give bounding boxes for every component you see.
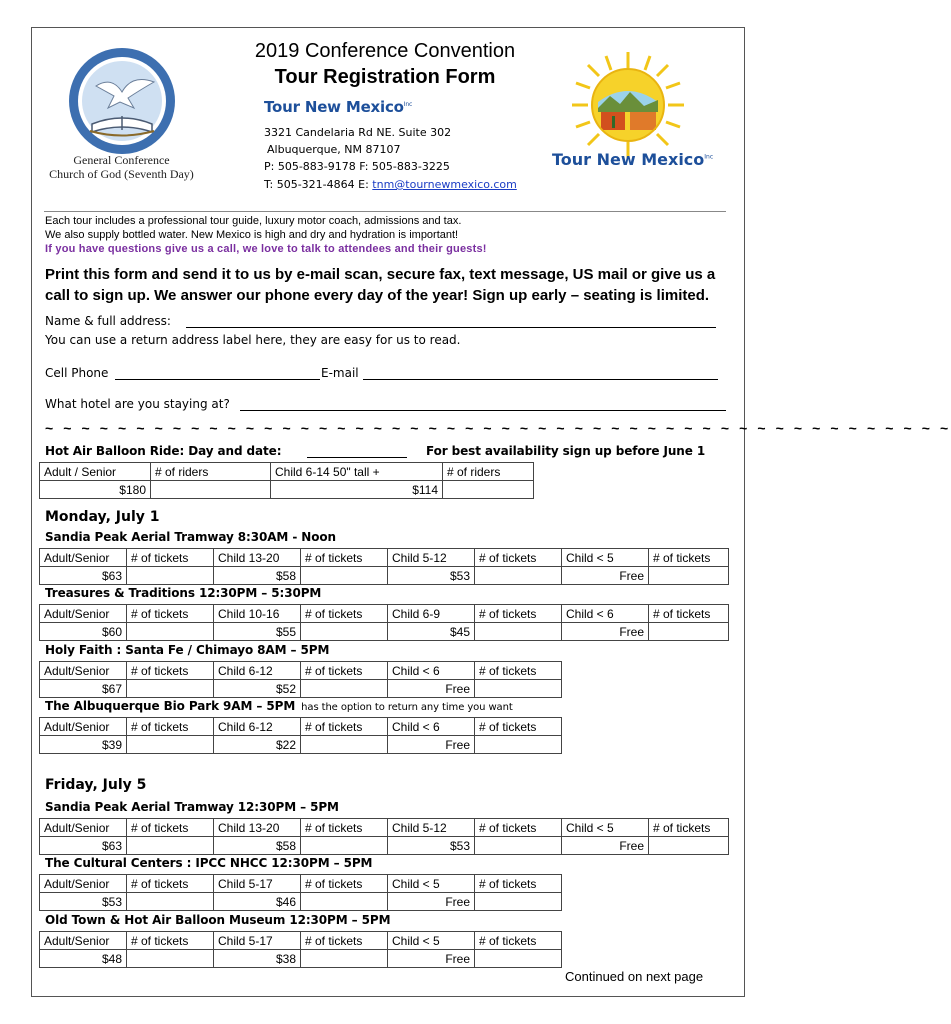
cell-phone-field[interactable] xyxy=(115,379,320,380)
hotel-field[interactable] xyxy=(240,410,726,411)
ticket-price: Free xyxy=(562,623,649,641)
price-category-header: Adult/Senior xyxy=(40,662,127,680)
price-category-header: Child < 6 xyxy=(388,662,475,680)
ticket-count-header: # of tickets xyxy=(301,932,388,950)
intro-line2: We also supply bottled water. New Mexico is high and dry and hydration is important! xyxy=(45,229,459,241)
ticket-price: $48 xyxy=(40,950,127,968)
tour-title xyxy=(45,856,372,870)
name-address-label: Name & full address: xyxy=(45,314,171,328)
tour-title xyxy=(45,530,336,544)
address-line1: 3321 Candelaria Rd NE. Suite 302 xyxy=(264,126,452,139)
church-name-line2: Church of God (Seventh Day) xyxy=(49,167,194,181)
brand-small-text: Tour New Mexico xyxy=(264,98,404,116)
tour-title-text: The Albuquerque Bio Park 9AM – 5PM xyxy=(45,699,296,713)
tour-title-text: Old Town & Hot Air Balloon Museum 12:30PM – 5PM xyxy=(45,913,391,927)
price-category-header: Child 5-12 xyxy=(388,549,475,567)
separator-line: ~ ~ ~ ~ ~ ~ ~ ~ ~ ~ ~ ~ ~ ~ ~ ~ ~ ~ ~ ~ ~ ~ ~ ~ ~ ~ ~ ~ ~ ~ ~ ~ ~ ~ ~ ~ ~ ~ ~ ~ ~ ~ ~ ~ ~ ~ ~ ~ ~ ~ xyxy=(45,420,951,436)
ticket-count-header: # of tickets xyxy=(301,819,388,837)
brand-large-text: Tour New Mexico xyxy=(552,150,705,169)
ticket-price: $52 xyxy=(214,680,301,698)
tour-ticket-table xyxy=(39,874,562,911)
balloon-price-adult: $180 xyxy=(40,481,151,499)
ticket-count-input[interactable] xyxy=(127,893,214,911)
tour-title-text: Sandia Peak Aerial Tramway 12:30PM – 5PM xyxy=(45,800,339,814)
ticket-count-input[interactable] xyxy=(127,567,214,585)
ticket-price: Free xyxy=(388,893,475,911)
brand-name-large xyxy=(552,150,713,169)
tour-new-mexico-sun-logo xyxy=(568,50,688,160)
ticket-count-input[interactable] xyxy=(475,567,562,585)
intro-line1: Each tour includes a professional tour guide, luxury motor coach, admissions and tax. xyxy=(45,215,462,227)
tour-note: has the option to return any time you want xyxy=(301,702,513,713)
balloon-header-riders: # of riders xyxy=(151,463,271,481)
tour-ticket-table xyxy=(39,931,562,968)
price-category-header: Child 6-12 xyxy=(214,662,301,680)
ticket-price: $63 xyxy=(40,837,127,855)
ticket-count-input[interactable] xyxy=(127,950,214,968)
tel-email-line xyxy=(264,176,517,193)
ticket-count-header: # of tickets xyxy=(127,549,214,567)
ticket-price: Free xyxy=(388,680,475,698)
ticket-count-header: # of tickets xyxy=(649,605,729,623)
balloon-header-child-riders: # of riders xyxy=(443,463,534,481)
continued-note: Continued on next page xyxy=(565,969,704,984)
ticket-price: $22 xyxy=(214,736,301,754)
brand-small-inc: Inc xyxy=(403,101,413,108)
price-category-header: Adult/Senior xyxy=(40,718,127,736)
price-category-header: Child < 5 xyxy=(388,932,475,950)
price-category-header: Child 6-12 xyxy=(214,718,301,736)
tour-ticket-table xyxy=(39,661,562,698)
church-name-line1: General Conference xyxy=(73,153,170,167)
tour-ticket-table xyxy=(39,548,729,585)
ticket-price: $63 xyxy=(40,567,127,585)
tour-title-text: Sandia Peak Aerial Tramway 8:30AM - Noon xyxy=(45,530,336,544)
ticket-price: $53 xyxy=(40,893,127,911)
friday-heading: Friday, July 5 xyxy=(45,777,147,793)
ticket-price: $67 xyxy=(40,680,127,698)
ticket-count-header: # of tickets xyxy=(301,662,388,680)
ticket-count-input[interactable] xyxy=(301,623,388,641)
ticket-price: Free xyxy=(388,736,475,754)
balloon-header-child: Child 6-14 50" tall + xyxy=(271,463,443,481)
price-category-header: Child 5-17 xyxy=(214,875,301,893)
ticket-price: $53 xyxy=(388,837,475,855)
ticket-count-header: # of tickets xyxy=(475,819,562,837)
ticket-price: $53 xyxy=(388,567,475,585)
tour-title xyxy=(45,913,390,927)
ticket-price: $58 xyxy=(214,567,301,585)
ticket-count-input[interactable] xyxy=(301,893,388,911)
instructions-paragraph: Print this form and send it to us by e-mail scan, secure fax, text message, US mail or give us a call to sign up. We answer our phone every day of the year! Sign up early – seating is limited. xyxy=(45,266,716,304)
price-category-header: Child < 6 xyxy=(388,718,475,736)
tour-title xyxy=(45,699,513,713)
ticket-count-header: # of tickets xyxy=(649,549,729,567)
ticket-count-input[interactable] xyxy=(301,736,388,754)
brand-name-small xyxy=(264,98,412,116)
ticket-count-header: # of tickets xyxy=(301,875,388,893)
price-category-header: Adult/Senior xyxy=(40,549,127,567)
ticket-count-input[interactable] xyxy=(301,680,388,698)
ticket-price: $38 xyxy=(214,950,301,968)
tel-text: T: 505-321-4864 E: xyxy=(264,178,373,191)
ticket-price: $55 xyxy=(214,623,301,641)
ticket-count-header: # of tickets xyxy=(301,605,388,623)
balloon-note: For best availability sign up before June 1 xyxy=(426,444,706,458)
ticket-price: Free xyxy=(388,950,475,968)
ticket-price: Free xyxy=(562,567,649,585)
tour-title-text: Holy Faith : Santa Fe / Chimayo 8AM – 5PM xyxy=(45,643,330,657)
ticket-count-header: # of tickets xyxy=(127,718,214,736)
ticket-count-input[interactable] xyxy=(127,680,214,698)
balloon-adult-riders-input[interactable] xyxy=(151,481,271,499)
church-name xyxy=(44,153,199,181)
ticket-count-input[interactable] xyxy=(127,736,214,754)
ticket-count-header: # of tickets xyxy=(301,718,388,736)
price-category-header: Adult/Senior xyxy=(40,875,127,893)
address-line2: Albuquerque, NM 87107 xyxy=(267,143,401,156)
email-field[interactable] xyxy=(363,379,718,380)
ticket-price: $45 xyxy=(388,623,475,641)
name-address-field[interactable] xyxy=(186,327,716,328)
balloon-title: Hot Air Balloon Ride: Day and date: xyxy=(45,444,282,458)
tour-title xyxy=(45,586,321,600)
ticket-count-input[interactable] xyxy=(475,736,562,754)
ticket-count-header: # of tickets xyxy=(127,932,214,950)
ticket-count-header: # of tickets xyxy=(475,605,562,623)
brand-large-inc: Inc xyxy=(704,153,714,161)
phone-fax: P: 505-883-9178 F: 505-883-3225 xyxy=(264,160,450,173)
email-link[interactable]: tnm@tournewmexico.com xyxy=(372,178,517,191)
price-category-header: Adult/Senior xyxy=(40,819,127,837)
tour-ticket-table xyxy=(39,717,562,754)
page-title: 2019 Conference Convention xyxy=(254,40,516,62)
ticket-count-input[interactable] xyxy=(475,950,562,968)
intro-line3: If you have questions give us a call, we love to talk to attendees and their guests! xyxy=(45,243,487,255)
ticket-count-input[interactable] xyxy=(475,837,562,855)
ticket-count-input[interactable] xyxy=(127,623,214,641)
tour-title-text: The Cultural Centers : IPCC NHCC 12:30PM – 5PM xyxy=(45,856,373,870)
ticket-count-input[interactable] xyxy=(127,837,214,855)
ticket-price: $58 xyxy=(214,837,301,855)
email-label: E-mail xyxy=(321,366,359,380)
name-address-hint: You can use a return address label here, they are easy for us to read. xyxy=(45,333,461,347)
balloon-date-field[interactable] xyxy=(307,457,407,458)
balloon-child-riders-input[interactable] xyxy=(443,481,534,499)
price-category-header: Child 13-20 xyxy=(214,549,301,567)
tour-title xyxy=(45,643,329,657)
price-category-header: Child 13-20 xyxy=(214,819,301,837)
form-title: Tour Registration Form xyxy=(274,66,496,88)
price-category-header: Child < 5 xyxy=(562,819,649,837)
tour-ticket-table xyxy=(39,604,729,641)
ticket-count-header: # of tickets xyxy=(127,662,214,680)
ticket-count-input[interactable] xyxy=(649,623,729,641)
ticket-count-input[interactable] xyxy=(301,567,388,585)
balloon-price-child: $114 xyxy=(271,481,443,499)
ticket-count-input[interactable] xyxy=(475,893,562,911)
price-category-header: Child < 6 xyxy=(562,605,649,623)
ticket-count-input[interactable] xyxy=(301,837,388,855)
ticket-count-input[interactable] xyxy=(301,950,388,968)
ticket-price: $46 xyxy=(214,893,301,911)
ticket-count-header: # of tickets xyxy=(475,932,562,950)
hotel-label: What hotel are you staying at? xyxy=(45,397,230,411)
ticket-count-header: # of tickets xyxy=(475,549,562,567)
cell-phone-label: Cell Phone xyxy=(45,366,109,380)
ticket-count-header: # of tickets xyxy=(127,605,214,623)
ticket-count-header: # of tickets xyxy=(127,819,214,837)
price-category-header: Child 10-16 xyxy=(214,605,301,623)
tour-ticket-table xyxy=(39,818,729,855)
tour-title-text: Treasures & Traditions 12:30PM – 5:30PM xyxy=(45,586,322,600)
price-category-header: Child < 5 xyxy=(562,549,649,567)
price-category-header: Child 5-12 xyxy=(388,819,475,837)
price-category-header: Child 6-9 xyxy=(388,605,475,623)
ticket-count-header: # of tickets xyxy=(475,875,562,893)
ticket-count-header: # of tickets xyxy=(475,662,562,680)
ticket-count-input[interactable] xyxy=(649,567,729,585)
ticket-price: $60 xyxy=(40,623,127,641)
balloon-table xyxy=(39,462,534,499)
price-category-header: Adult/Senior xyxy=(40,932,127,950)
ticket-count-header: # of tickets xyxy=(301,549,388,567)
ticket-price: $39 xyxy=(40,736,127,754)
ticket-count-input[interactable] xyxy=(475,680,562,698)
ticket-count-input[interactable] xyxy=(649,837,729,855)
ticket-count-header: # of tickets xyxy=(475,718,562,736)
ticket-count-header: # of tickets xyxy=(127,875,214,893)
price-category-header: Adult/Senior xyxy=(40,605,127,623)
ticket-price: Free xyxy=(562,837,649,855)
ticket-count-input[interactable] xyxy=(475,623,562,641)
price-category-header: Child < 5 xyxy=(388,875,475,893)
balloon-header-adult: Adult / Senior xyxy=(40,463,151,481)
monday-heading: Monday, July 1 xyxy=(45,509,160,525)
tour-title xyxy=(45,800,339,814)
price-category-header: Child 5-17 xyxy=(214,932,301,950)
ticket-count-header: # of tickets xyxy=(649,819,729,837)
header-divider xyxy=(44,211,726,212)
